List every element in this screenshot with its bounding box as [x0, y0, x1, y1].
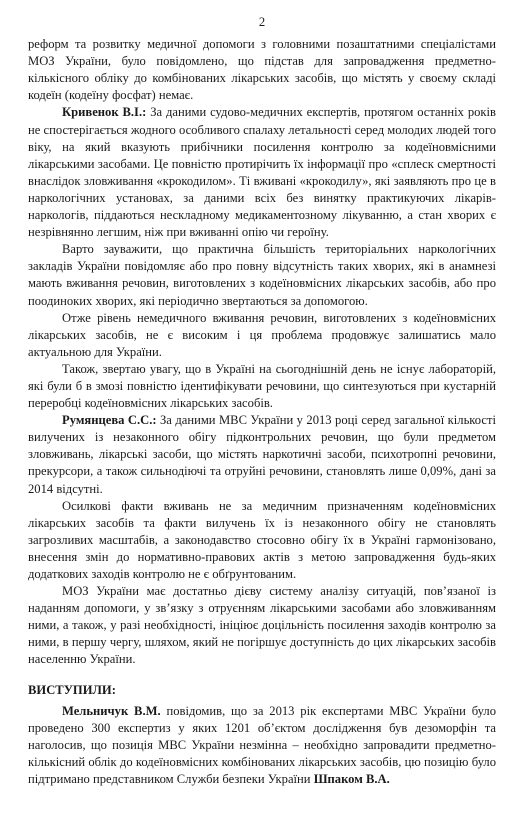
paragraph-text: Отже рівень немедичного вживання речовин, виготовлених з кодеїновмісних лікарських засобів, не є високим і ця проблема продовжує залишатись мало актуальною для України. [28, 310, 496, 359]
paragraph-text: За даними судово-медичних експертів, протягом останніх років не спостерігається жодного особливого спалаху летальності серед молодих людей того віку, на який вказують прибічники посилення контролю за кодеїновмісними лікарськими засобами. Це повністю протирічить їх інформації про «сплеск смертності внаслідок зловживання «крокодилом». Ті вживані «крокодилу», які заявляють про це в наркологічних установах, за даними всіх без винятку практикуючих лікарів-наркологів, піддаються нескладному медикаментозному лікуванню, а стан хворих є незрівнянно легшим, ніж при вживанні опію чи героїну. [28, 105, 496, 240]
paragraph-text: За даними МВС України у 2013 році серед загальної кількості вилучених із незаконного обігу підконтрольних речовин, що були предметом зловживань, лікарські засоби, що містять наркотичні засоби, психотропні речовини, прекурсори, а також сильнодіючі та отруйні речовини, становлять лише 0,09%, дані за 2014 відсутні. [28, 413, 496, 496]
paragraph-text: Осилкові факти вживань не за медичним призначенням кодеїновмісних лікарських засобів та факти вилучень їх із незаконного обігу не становлять загрозливих масштабів, а законодавство стосовно обігу їх в Україні гармонізовано, внесення змін до нормативно-правових актів з метою запровадження будь-яких додаткових заходів контролю не є обґрунтованим. [28, 498, 496, 581]
paragraph [28, 310, 496, 361]
paragraph [28, 36, 496, 104]
paragraph [28, 498, 496, 583]
paragraph [28, 412, 496, 497]
paragraph-text: повідомив, що за 2013 рік експертами МВС України було проведено 300 експертиз у яких 1201 об’єктом дослідження був дезоморфін та наголосив, що позиція МВС України незмінна – необхідно запровадити предметно-кількісний облік до кодеїновмісних комбінованих лікарських засобів, цю позицію було підтримано представником Служби безпеки України [28, 703, 496, 787]
paragraph-text: Варто зауважити, що практична більшість територіальних наркологічних закладів України повідомляє або про повну відсутність таких хворих, які в анамнезі мають вживання речовин, виготовлених з кодеїновмісних лікарських засобів, або про поодиноких хворих, які періодично звертаються за допомогою. [28, 242, 496, 308]
final-paragraph [28, 703, 496, 788]
paragraph [28, 104, 496, 241]
speaker-name: Кривенок В.І.: [62, 105, 147, 120]
paragraph-text: Також, звертаю увагу, що в Україні на сьогоднішній день не існує лабораторій, які були б в змозі повністю ідентифікувати речовини, що синтезуються при кустарній переробці кодеїновмісних лікарських засобів. [28, 361, 496, 411]
paragraph [28, 583, 496, 668]
page-number: 2 [258, 15, 266, 29]
paragraph-text: реформ та розвитку медичної допомоги з головними позаштатними спеціалістами МОЗ України, було повідомлено, що підстав для запровадження предметно-кількісного обліку до комбінованих лікарських засобів, що містять у своєму складі кодеїн (кодеїну фосфат) немає. [28, 37, 496, 103]
paragraph [28, 241, 496, 309]
paragraph-text: МОЗ України має достатньо дієву систему аналізу ситуацій, пов’язаної із наданням допомоги, у зв’язку з отруєнням лікарськими засобами або зловживанням ними, а також, у разі необхідності, ініціює доцільність посилення заходів контролю за ними, в першу чергу, шляхом, який не погіршує доступність до цих лікарських засобів населенню України. [28, 584, 496, 667]
speaker-name: Мельничук В.М. [62, 703, 161, 718]
section-heading: ВИСТУПИЛИ: [28, 682, 116, 697]
speaker-name: Румянцева С.С.: [62, 413, 157, 428]
paragraph-list [28, 36, 496, 668]
speaker-name: Шпаком В.А. [313, 772, 390, 787]
paragraph [28, 361, 496, 412]
